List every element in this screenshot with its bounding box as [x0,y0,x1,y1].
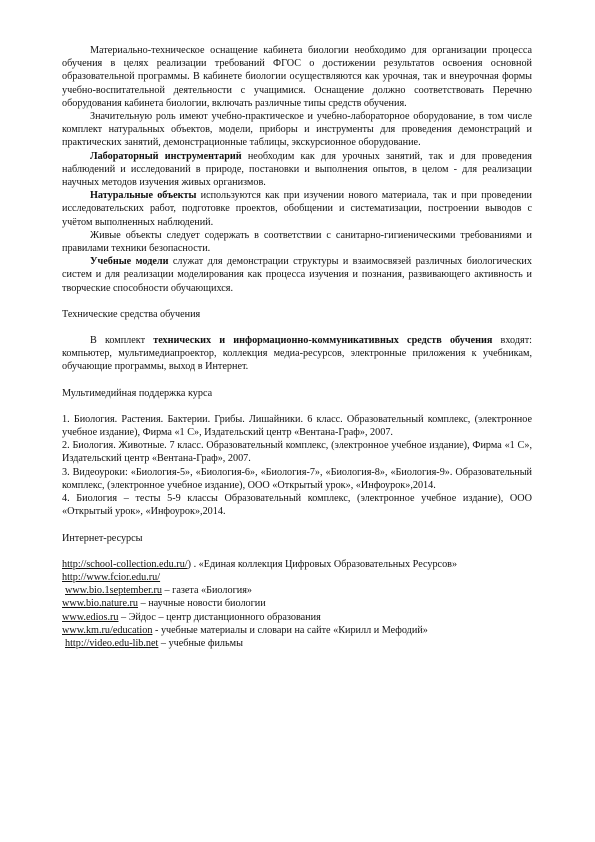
link-desc: – газета «Биология» [161,585,252,597]
list-item: 2. Биология. Животные. 7 класс. Образовательный комплекс, (электронное учебное издание), Фирма «1 С», Издательский центр «Вентана-Граф», 2007. [62,440,532,465]
intro-paragraph-3 [62,150,532,190]
link-fcior[interactable]: http://www.fcior.edu.ru/ [62,571,161,583]
list-item: 1. Биология. Растения. Бактерии. Грибы. Лишайники. 6 класс. Образовательный комплекс, (электронное учебное издание), Фирма «1 С», Издательский центр «Вентана-Граф», 2007. [62,413,532,439]
lab-tools-text: необходим как для урочных занятий, так и для проведения наблюдений и исследований в природе, постановки и выполнения опытов, в целом - для реализации научных методов изучения живых организмов. [62,150,532,189]
list-item: 3. Видеоуроки: «Биология-5», «Биология-6», «Биология-7», «Биология-8», «Биология-9». Образовательный комплекс, (электронное учебное издание), ООО «Открытый урок», «Инфоурок»,2014. [62,466,532,491]
link-bio-1september[interactable]: www.bio.1september.ru [65,585,162,597]
link-school-collection[interactable]: http://school-collection.edu.ru/ [62,558,188,570]
link-desc: ) . «Единая коллекция Цифровых Образовательных Ресурсов» [187,558,458,570]
lab-tools-term: Лабораторный инструментарий [90,150,242,162]
tech-heading: Технические средства обучения [62,308,201,320]
intro-paragraph-6 [62,255,532,295]
multimedia-list [62,413,532,519]
tech-paragraph [62,334,532,374]
link-row [62,558,532,571]
tech-text-rest: входят: компьютер, мультимедиапроектор, коллекция медиа-ресурсов, электронные приложения к учебникам, обучающие программы, выход в Интернет. [62,335,532,373]
intro-paragraph-4 [62,189,532,229]
tech-term: технических и информационно-коммуникативных средств обучения [153,335,493,347]
models-text: служат для демонстрации структуры и взаимосвязей различных биологических систем и для реализации моделирования как процесса изучения и познания, развивающего активность и творческие способности обучающихся. [62,256,532,294]
link-row [62,624,532,637]
models-term: Учебные модели [90,256,169,268]
intro-paragraph-5: Живые объекты следует содержать в соответствии с санитарно-гигиеническими требованиями и правилами техники безопасности. [62,229,532,255]
link-row [62,611,532,624]
link-desc: – Эйдос – центр дистанционного образования [118,611,321,623]
link-edios[interactable]: www.edios.ru [62,611,119,623]
list-item: 4. Биология – тесты 5-9 классы Образовательный комплекс, (электронное учебное издание), ООО «Открытый урок», «Инфоурок»,2014. [62,493,532,518]
link-row [62,597,532,610]
link-bio-nature[interactable]: www.bio.nature.ru [62,598,139,610]
intro-paragraph-1: Материально-техническое оснащение кабинета биологии необходимо для организации процесса обучения в целях реализации требований ФГОС о достижении результатов освоения основной образовательной программы. В кабинете биологии осуществляются как урочная, так и внеурочная формы учебно-воспитательной деятельности с учащимися. Оснащение должно соответствовать Перечню оборудования кабинета биологии, включать различные типы средств обучения. [62,45,532,109]
link-km-education[interactable]: www.km.ru/education [62,624,153,636]
link-desc: - учебные материалы и словари на сайте «Кирилл и Мефодий» [152,624,428,636]
natural-objects-term: Натуральные объекты [90,190,197,202]
internet-heading: Интернет-ресурсы [62,532,143,544]
link-row [62,571,532,584]
link-desc: – учебные фильмы [158,637,243,649]
link-row [62,637,532,650]
internet-links [62,558,532,650]
multimedia-heading: Мультимедийная поддержка курса [62,387,213,399]
link-desc: – научные новости биологии [138,598,266,610]
link-video-edu-lib[interactable]: http://video.edu-lib.net [65,637,159,649]
intro-paragraph-2: Значительную роль имеют учебно-практическое и учебно-лабораторное оборудование, в том числе комплект натуральных объектов, модели, приборы и инструменты для проведения демонстраций и практических занятий, демонстрационные таблицы, экскурсионное оборудование. [62,111,532,149]
tech-text-pre: В комплект [90,335,154,347]
link-row [62,584,532,597]
natural-objects-text: используются как при изучении нового материала, так и при проведении исследовательских работ, подготовке проектов, обобщении и систематизации, построении выводов с учётом выполненных наблюдений. [62,190,532,228]
document-page [62,44,532,650]
